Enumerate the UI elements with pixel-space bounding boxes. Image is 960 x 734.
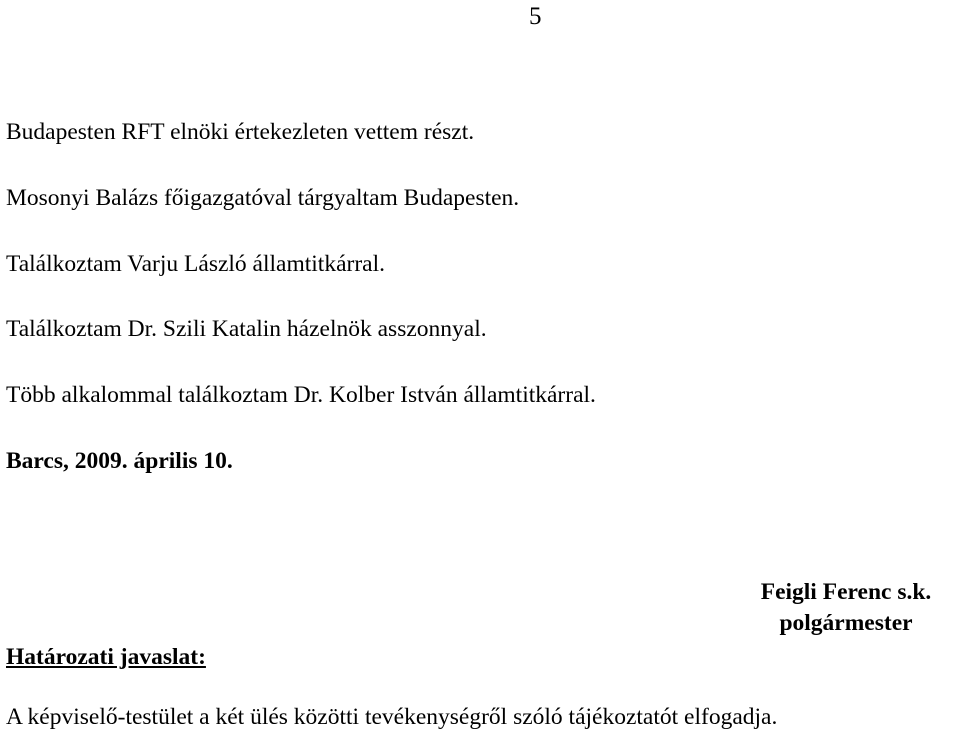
paragraph-szili-meeting: Találkoztam Dr. Szili Katalin házelnök asszonnyal.	[6, 316, 487, 342]
signature-title: polgármester	[779, 610, 913, 636]
paragraph-kolber-meeting: Több alkalommal találkoztam Dr. Kolber István államtitkárral.	[6, 382, 596, 408]
paragraph-varju-meeting: Találkoztam Varju László államtitkárral.	[6, 251, 385, 277]
page-number: 5	[529, 3, 542, 30]
resolution-text: A képviselő-testület a két ülés közötti tevékenységről szóló tájékoztatót elfogadja.	[6, 704, 778, 730]
resolution-heading: Határozati javaslat:	[6, 644, 206, 670]
paragraph-rft-meeting: Budapesten RFT elnöki értekezleten vettem részt.	[6, 119, 475, 145]
signature-name: Feigli Ferenc s.k.	[760, 579, 932, 605]
paragraph-mosonyi-meeting: Mosonyi Balázs főigazgatóval tárgyaltam Budapesten.	[6, 185, 520, 211]
place-date: Barcs, 2009. április 10.	[6, 448, 233, 474]
